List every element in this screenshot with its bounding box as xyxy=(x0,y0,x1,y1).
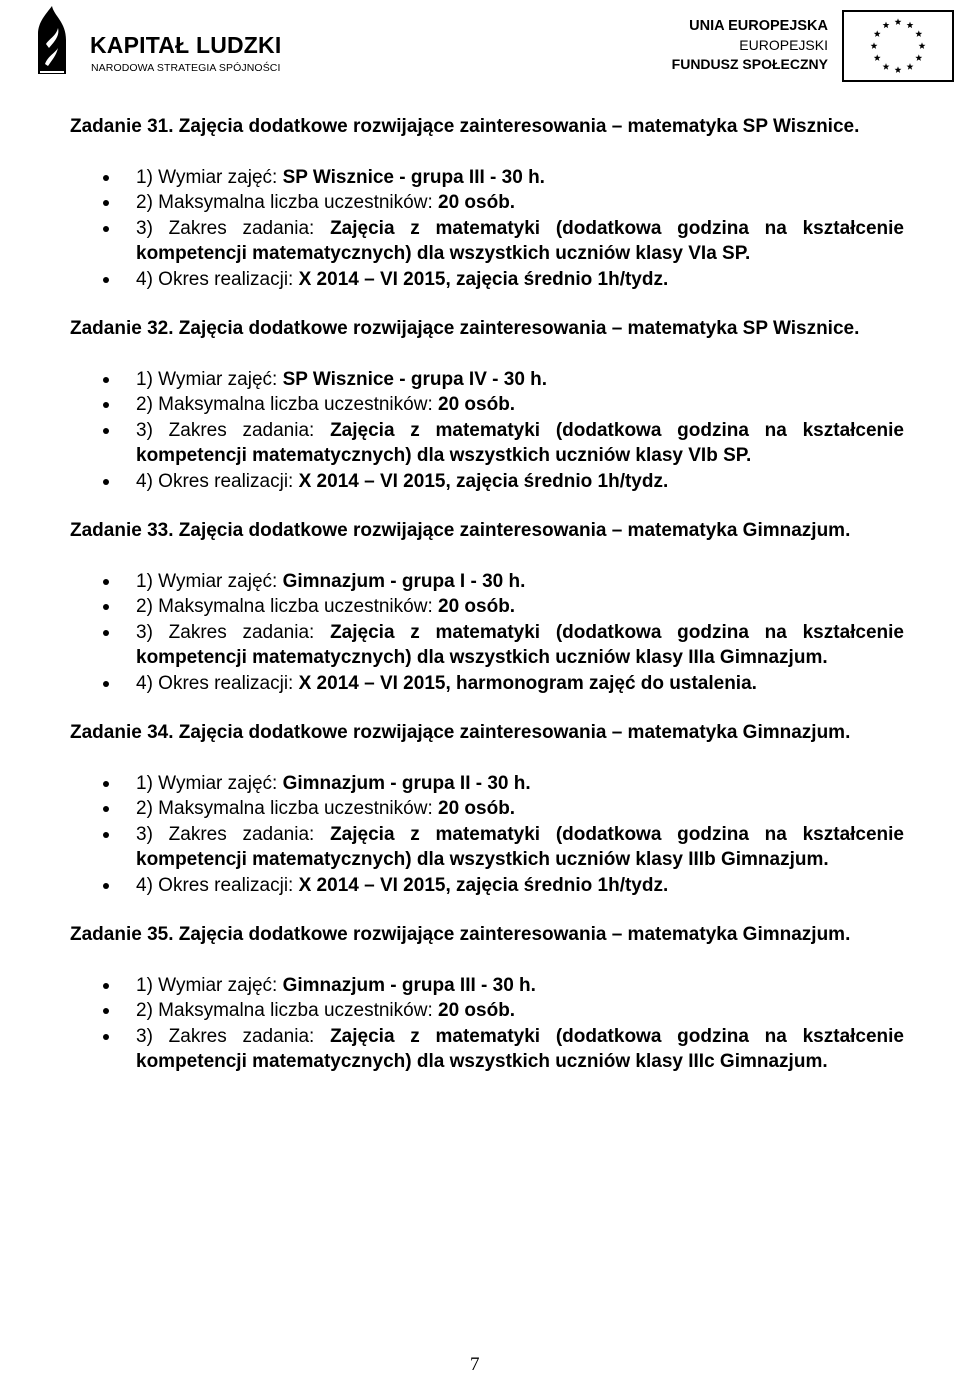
item-value: SP Wisznice - grupa III - 30 h. xyxy=(282,166,545,188)
item-value: Zajęcia z matematyki (dodatkowa godzina na kształcenie kompetencji matematycznych) dla wszystkich uczniów klasy VIb SP. xyxy=(136,419,904,466)
eu-flag-icon xyxy=(842,10,954,82)
list-item xyxy=(70,873,904,899)
list-item xyxy=(70,796,904,822)
bullet-icon xyxy=(103,402,109,408)
task-title: Zadanie 32. Zajęcia dodatkowe rozwijające zainteresowania – matematyka SP Wisznice. xyxy=(70,318,860,339)
task-details-list xyxy=(70,973,904,1075)
item-label: 1) Wymiar zajęć: xyxy=(136,368,283,390)
bullet-icon xyxy=(103,1034,109,1040)
task-section xyxy=(70,316,904,494)
list-item xyxy=(70,594,904,620)
item-value: X 2014 – VI 2015, harmonogram zajęć do ustalenia. xyxy=(298,672,757,694)
bullet-icon xyxy=(103,883,109,889)
bullet-icon xyxy=(103,277,109,283)
task-details-list xyxy=(70,165,904,293)
task-title: Zadanie 34. Zajęcia dodatkowe rozwijające zainteresowania – matematyka Gimnazjum. xyxy=(70,722,851,743)
list-item xyxy=(70,973,904,999)
list-item xyxy=(70,367,904,393)
task-title: Zadanie 35. Zajęcia dodatkowe rozwijające zainteresowania – matematyka Gimnazjum. xyxy=(70,924,851,945)
flame-logo-icon xyxy=(32,4,72,76)
bullet-icon xyxy=(103,806,109,812)
item-value: 20 osób. xyxy=(438,1000,516,1021)
eu-logo-text xyxy=(660,16,828,74)
list-item xyxy=(70,671,904,697)
list-item xyxy=(70,998,904,1024)
list-item xyxy=(70,569,904,595)
task-title: Zadanie 33. Zajęcia dodatkowe rozwijające zainteresowania – matematyka Gimnazjum. xyxy=(70,520,851,541)
item-value: X 2014 – VI 2015, zajęcia średnio 1h/tydz. xyxy=(298,268,669,290)
bullet-icon xyxy=(103,579,109,585)
item-label: 2) Maksymalna liczba uczestników: xyxy=(136,192,438,213)
list-item xyxy=(70,822,904,873)
bullet-icon xyxy=(103,428,109,434)
bullet-icon xyxy=(103,604,109,610)
logo-left-subtitle: NARODOWA STRATEGIA SPÓJNOŚCI xyxy=(91,62,281,74)
logo-left-title: KAPITAŁ LUDZKI xyxy=(90,32,282,58)
task-section xyxy=(70,922,904,1075)
item-label: 1) Wymiar zajęć: xyxy=(136,772,283,794)
item-label: 2) Maksymalna liczba uczestników: xyxy=(136,798,438,819)
task-details-list xyxy=(70,569,904,697)
bullet-icon xyxy=(103,983,109,989)
list-item xyxy=(70,267,904,293)
list-item xyxy=(70,190,904,216)
item-value: SP Wisznice - grupa IV - 30 h. xyxy=(282,368,548,390)
bullet-icon xyxy=(103,226,109,232)
list-item xyxy=(70,392,904,418)
item-value: Gimnazjum - grupa I - 30 h. xyxy=(282,570,526,592)
bullet-icon xyxy=(103,175,109,181)
task-details-list xyxy=(70,771,904,899)
item-label: 3) Zakres zadania: xyxy=(136,217,331,239)
item-label: 4) Okres realizacji: xyxy=(136,470,299,492)
bullet-icon xyxy=(103,681,109,687)
item-label: 2) Maksymalna liczba uczestników: xyxy=(136,1000,438,1021)
item-value: X 2014 – VI 2015, zajęcia średnio 1h/tydz. xyxy=(298,470,669,492)
item-value: 20 osób. xyxy=(438,596,516,617)
item-label: 3) Zakres zadania: xyxy=(136,1025,331,1047)
item-label: 4) Okres realizacji: xyxy=(136,672,299,694)
eu-line-european: EUROPEJSKI xyxy=(739,37,828,53)
item-value: 20 osób. xyxy=(438,192,516,213)
bullet-icon xyxy=(103,781,109,787)
item-label: 3) Zakres zadania: xyxy=(136,419,331,441)
item-value: Zajęcia z matematyki (dodatkowa godzina na kształcenie kompetencji matematycznych) dla wszystkich uczniów klasy IIIb Gimnazjum. xyxy=(136,823,904,870)
list-item xyxy=(70,1024,904,1075)
item-label: 3) Zakres zadania: xyxy=(136,823,331,845)
item-value: Gimnazjum - grupa III - 30 h. xyxy=(282,974,536,996)
item-label: 1) Wymiar zajęć: xyxy=(136,974,283,996)
task-section xyxy=(70,720,904,898)
page-header xyxy=(0,0,960,84)
item-label: 3) Zakres zadania: xyxy=(136,621,331,643)
page-number: 7 xyxy=(470,1354,480,1375)
bullet-icon xyxy=(103,630,109,636)
item-label: 1) Wymiar zajęć: xyxy=(136,166,283,188)
item-label: 4) Okres realizacji: xyxy=(136,268,299,290)
bullet-icon xyxy=(103,832,109,838)
kapital-ludzki-logo xyxy=(6,2,306,78)
bullet-icon xyxy=(103,200,109,206)
list-item xyxy=(70,771,904,797)
document-body xyxy=(70,114,904,1099)
eu-line-fund: FUNDUSZ SPOŁECZNY xyxy=(671,56,828,72)
task-section xyxy=(70,114,904,292)
item-label: 2) Maksymalna liczba uczestników: xyxy=(136,394,438,415)
task-details-list xyxy=(70,367,904,495)
list-item xyxy=(70,469,904,495)
eu-line-union: UNIA EUROPEJSKA xyxy=(689,18,828,34)
item-value: Zajęcia z matematyki (dodatkowa godzina na kształcenie kompetencji matematycznych) dla wszystkich uczniów klasy IIIa Gimnazjum. xyxy=(136,621,904,668)
task-title: Zadanie 31. Zajęcia dodatkowe rozwijające zainteresowania – matematyka SP Wisznice. xyxy=(70,116,860,137)
task-section xyxy=(70,518,904,696)
list-item xyxy=(70,418,904,469)
item-value: 20 osób. xyxy=(438,394,516,415)
bullet-icon xyxy=(103,377,109,383)
list-item xyxy=(70,620,904,671)
item-label: 4) Okres realizacji: xyxy=(136,874,299,896)
list-item xyxy=(70,216,904,267)
item-value: Gimnazjum - grupa II - 30 h. xyxy=(282,772,531,794)
item-value: X 2014 – VI 2015, zajęcia średnio 1h/tydz. xyxy=(298,874,669,896)
item-label: 2) Maksymalna liczba uczestników: xyxy=(136,596,438,617)
list-item xyxy=(70,165,904,191)
item-value: Zajęcia z matematyki (dodatkowa godzina na kształcenie kompetencji matematycznych) dla wszystkich uczniów klasy IIIc Gimnazjum. xyxy=(136,1025,904,1072)
item-label: 1) Wymiar zajęć: xyxy=(136,570,283,592)
bullet-icon xyxy=(103,479,109,485)
item-value: 20 osób. xyxy=(438,798,516,819)
bullet-icon xyxy=(103,1008,109,1014)
item-value: Zajęcia z matematyki (dodatkowa godzina na kształcenie kompetencji matematycznych) dla wszystkich uczniów klasy VIa SP. xyxy=(136,217,904,264)
